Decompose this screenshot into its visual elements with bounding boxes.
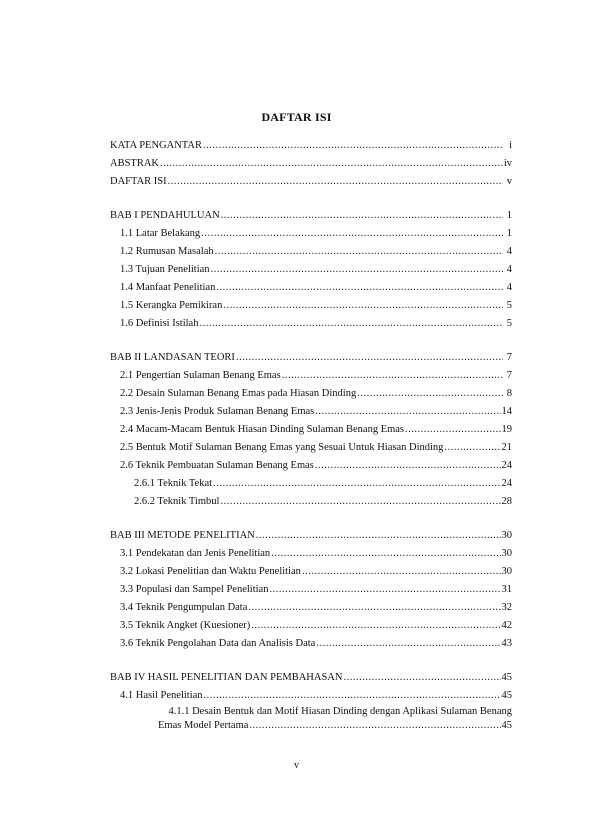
toc-chapter-bab-1[interactable] xyxy=(110,207,512,225)
leader-dots xyxy=(269,581,500,599)
leader-dots xyxy=(315,403,500,421)
toc-entry-page: 32 xyxy=(501,602,512,613)
toc-entry-page: 28 xyxy=(501,496,512,507)
leader-dots xyxy=(203,137,503,155)
leader-dots xyxy=(302,563,501,581)
toc-entry-label: 3.3 Populasi dan Sampel Penelitian xyxy=(120,584,269,595)
leader-dots xyxy=(213,475,500,493)
section-gap xyxy=(110,511,512,527)
leader-dots xyxy=(168,173,503,191)
toc-entry[interactable] xyxy=(110,581,512,599)
toc-entry-page: 4 xyxy=(506,246,512,257)
toc-entry[interactable] xyxy=(110,315,512,333)
toc-entry-label: 1.4 Manfaat Penelitian xyxy=(120,282,216,293)
toc-chapter-bab-3[interactable] xyxy=(110,527,512,545)
toc-entry-label: ABSTRAK xyxy=(110,158,160,169)
toc-entry[interactable] xyxy=(110,421,512,439)
toc-entry[interactable] xyxy=(110,367,512,385)
table-of-contents xyxy=(110,137,512,733)
toc-entry-label: DAFTAR ISI xyxy=(110,176,167,187)
toc-entry-page: 1 xyxy=(506,210,512,221)
toc-entry-label: 1.3 Tujuan Penelitian xyxy=(120,264,210,275)
leader-dots xyxy=(223,297,503,315)
toc-entry[interactable] xyxy=(110,617,512,635)
toc-subentry-multiline[interactable] xyxy=(110,705,512,733)
toc-entry-label: 2.6.1 Teknik Tekat xyxy=(134,478,213,489)
toc-entry-label: 3.6 Teknik Pengolahan Data dan Analisis Data xyxy=(120,638,316,649)
page-number: v xyxy=(294,760,299,771)
toc-chapter-bab-2[interactable] xyxy=(110,349,512,367)
leader-dots xyxy=(199,315,503,333)
toc-subentry[interactable] xyxy=(110,475,512,493)
section-gap xyxy=(110,191,512,207)
toc-entry-page: 4 xyxy=(506,264,512,275)
toc-entry-page: 24 xyxy=(501,460,512,471)
leader-dots xyxy=(215,243,503,261)
leader-dots xyxy=(282,367,503,385)
leader-dots xyxy=(405,421,500,439)
toc-entry[interactable] xyxy=(110,457,512,475)
toc-entry-label: 2.2 Desain Sulaman Benang Emas pada Hiasan Dinding xyxy=(120,388,357,399)
toc-entry-page: 14 xyxy=(501,406,512,417)
toc-entry-page: 30 xyxy=(501,548,512,559)
toc-entry-page: 19 xyxy=(501,424,512,435)
toc-entry-label: 2.6 Teknik Pembuatan Sulaman Benang Emas xyxy=(120,460,314,471)
toc-entry-page: 42 xyxy=(501,620,512,631)
toc-entry-label: BAB II LANDASAN TEORI xyxy=(110,352,235,363)
leader-dots xyxy=(211,261,503,279)
toc-entry[interactable] xyxy=(110,635,512,653)
toc-entry[interactable] xyxy=(110,279,512,297)
toc-entry-page: 45 xyxy=(501,672,512,683)
toc-entry[interactable] xyxy=(110,297,512,315)
toc-entry-kata-pengantar[interactable] xyxy=(110,137,512,155)
toc-entry-label: 3.4 Teknik Pengumpulan Data xyxy=(120,602,248,613)
toc-entry-label: 2.5 Bentuk Motif Sulaman Benang Emas yang Sesuai Untuk Hiasan Dinding xyxy=(120,442,444,453)
toc-entry-page: i xyxy=(509,140,512,151)
toc-entry-page: 7 xyxy=(506,370,512,381)
toc-entry-label: KATA PENGANTAR xyxy=(110,140,202,151)
toc-entry-page: 43 xyxy=(501,638,512,649)
leader-dots xyxy=(236,349,503,367)
toc-entry[interactable] xyxy=(110,563,512,581)
leader-dots xyxy=(216,279,503,297)
toc-entry-page: 8 xyxy=(506,388,512,399)
toc-subentry[interactable] xyxy=(110,493,512,511)
leader-dots xyxy=(271,545,500,563)
toc-entry-label: 1.5 Kerangka Pemikiran xyxy=(120,300,223,311)
leader-dots xyxy=(204,687,501,705)
toc-entry-page: iv xyxy=(503,158,512,169)
toc-entry[interactable] xyxy=(110,403,512,421)
leader-dots xyxy=(343,669,500,687)
toc-entry-page: 24 xyxy=(501,478,512,489)
leader-dots xyxy=(248,599,500,617)
toc-entry-label: 2.6.2 Teknik Timbul xyxy=(134,496,220,507)
toc-entry[interactable] xyxy=(110,261,512,279)
toc-entry[interactable] xyxy=(110,439,512,457)
section-gap xyxy=(110,653,512,669)
leader-dots xyxy=(220,493,500,511)
toc-entry-page: 21 xyxy=(501,442,512,453)
toc-entry-page: 7 xyxy=(506,352,512,363)
leader-dots xyxy=(357,385,503,403)
toc-entry-label: 4.1 Hasil Penelitian xyxy=(120,690,203,701)
section-gap xyxy=(110,333,512,349)
toc-entry-page: 30 xyxy=(501,566,512,577)
leader-dots xyxy=(249,719,500,733)
toc-chapter-bab-4[interactable] xyxy=(110,669,512,687)
toc-entry-label: 1.2 Rumusan Masalah xyxy=(120,246,214,257)
toc-entry-label: BAB IV HASIL PENELITIAN DAN PEMBAHASAN xyxy=(110,672,343,683)
leader-dots xyxy=(256,527,501,545)
leader-dots xyxy=(221,207,503,225)
toc-entry-label: 1.6 Definisi Istilah xyxy=(120,318,199,329)
toc-entry-daftar-isi[interactable] xyxy=(110,173,512,191)
toc-entry-label: 1.1 Latar Belakang xyxy=(120,228,201,239)
toc-entry[interactable] xyxy=(110,385,512,403)
toc-entry-page: 30 xyxy=(501,530,512,541)
leader-dots xyxy=(160,155,503,173)
leader-dots xyxy=(315,457,501,475)
leader-dots xyxy=(316,635,500,653)
leader-dots xyxy=(201,225,503,243)
toc-entry[interactable] xyxy=(110,687,512,705)
toc-entry-page: v xyxy=(506,176,512,187)
toc-entry[interactable] xyxy=(110,545,512,563)
toc-entry-label: BAB III METODE PENELITIAN xyxy=(110,530,255,541)
toc-entry-page: 31 xyxy=(501,584,512,595)
toc-entry-page: 1 xyxy=(506,228,512,239)
toc-entry-label: BAB I PENDAHULUAN xyxy=(110,210,220,221)
leader-dots xyxy=(251,617,500,635)
toc-entry-label: 3.1 Pendekatan dan Jenis Penelitian xyxy=(120,548,271,559)
leader-dots xyxy=(444,439,500,457)
toc-entry[interactable] xyxy=(110,599,512,617)
toc-entry-abstrak[interactable] xyxy=(110,155,512,173)
toc-entry-page: 5 xyxy=(506,300,512,311)
toc-entry-page: 5 xyxy=(506,318,512,329)
toc-entry-label-line1: 4.1.1 Desain Bentuk dan Motif Hiasan Dinding dengan Aplikasi Sulaman Benang xyxy=(168,706,512,717)
page-title: DAFTAR ISI xyxy=(261,110,332,124)
toc-entry-label: 2.1 Pengertian Sulaman Benang Emas xyxy=(120,370,281,381)
toc-entry[interactable] xyxy=(110,243,512,261)
toc-entry-label: 3.2 Lokasi Penelitian dan Waktu Penelitian xyxy=(120,566,301,577)
toc-entry-page: 45 xyxy=(501,690,512,701)
toc-entry-label: 3.5 Teknik Angket (Kuesioner) xyxy=(120,620,251,631)
toc-entry-page: 45 xyxy=(501,720,512,731)
toc-entry-label: 2.4 Macam-Macam Bentuk Hiasan Dinding Sulaman Benang Emas xyxy=(120,424,405,435)
toc-entry-page: 4 xyxy=(506,282,512,293)
toc-entry-label-line2: Emas Model Pertama xyxy=(158,720,249,731)
toc-entry-label: 2.3 Jenis-Jenis Produk Sulaman Benang Emas xyxy=(120,406,315,417)
toc-entry[interactable] xyxy=(110,225,512,243)
